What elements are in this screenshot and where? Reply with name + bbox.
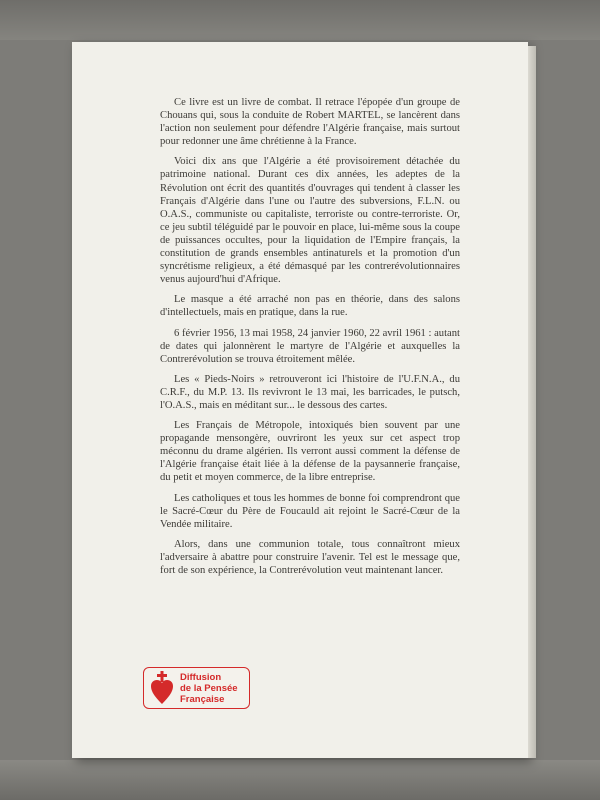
backdrop-top [0, 0, 600, 40]
blurb-paragraph-6: Les Français de Métropole, intoxiqués bien souvent par une propagande mensongère, ouvriront les yeux sur cet aspect trop méconnu du drame algérien. Ils verront aussi comment la défense de l'Algérie française était liée à la défense de la paysannerie française, du petit et moyen commerce, de la libre entreprise. [160, 420, 460, 484]
publisher-name-line-1: Diffusion [180, 671, 222, 683]
publisher-logo [143, 667, 250, 709]
publisher-name-line-3: Française [180, 693, 225, 705]
blurb-paragraph-8: Alors, dans une communion totale, tous connaîtront mieux l'adversaire à abattre pour construire l'avenir. Tel est le message que, fort de son expérience, la Contrerévolution veut maintenant lancer. [160, 538, 460, 576]
blurb-paragraph-4: 6 février 1956, 13 mai 1958, 24 janvier 1960, 22 avril 1961 : autant de dates qui jalonnèrent le martyre de l'Algérie et auxquelles la Contrerévolution se trouva étroitement mêlée. [160, 327, 460, 365]
blurb-paragraph-5: Les « Pieds-Noirs » retrouveront ici l'histoire de l'U.F.N.A., du C.R.F., du M.P. 13. Ils revivront le 13 mai, les barricades, le putsch, l'O.A.S., mais en méditant sur... le dessous des cartes. [160, 373, 460, 411]
blurb-paragraph-1: Ce livre est un livre de combat. Il retrace l'épopée d'un groupe de Chouans qui, sous la conduite de Robert MARTEL, se lancèrent dans l'action non seulement pour défendre l'Algérie française, mais surtout pour redonner une âme chrétienne à la France. [160, 97, 460, 148]
heart-cross-icon [150, 670, 174, 706]
publisher-name-line-2: de la Pensée [180, 682, 238, 694]
backdrop-bottom [0, 760, 600, 800]
blurb-paragraph-3: Le masque a été arraché non pas en théorie, dans des salons d'intellectuels, mais en pratique, dans la rue. [160, 294, 460, 319]
book-back-cover [72, 42, 528, 758]
blurb-paragraph-2: Voici dix ans que l'Algérie a été provisoirement détachée du patrimoine national. Durant ces dix années, les adeptes de la Révolution ont écrit des quantités d'ouvrages qui tendent à classer les Français d'Algérie dans l'une ou l'autre des subversions, F.L.N. ou O.A.S., communiste ou capitaliste, terroriste ou contre-terroriste. Or, ce jeu subtil téléguidé par le pouvoir en place, lui-même sous la coupe de puissances occultes, pour la liquidation de l'Empire français, la constitution de grands ensembles antinaturels et la promotion d'un syncrétisme religieux, a été démasqué par les contrerévolutionnaires venus aujourd'hui d'Afrique. [160, 156, 460, 286]
blurb-paragraph-7: Les catholiques et tous les hommes de bonne foi comprendront que le Sacré-Cœur du Père de Foucauld ait rejoint le Sacré-Cœur de la Vendée militaire. [160, 492, 460, 530]
cover-edge [528, 46, 536, 758]
publisher-name [180, 672, 238, 705]
blurb-text [160, 96, 460, 584]
